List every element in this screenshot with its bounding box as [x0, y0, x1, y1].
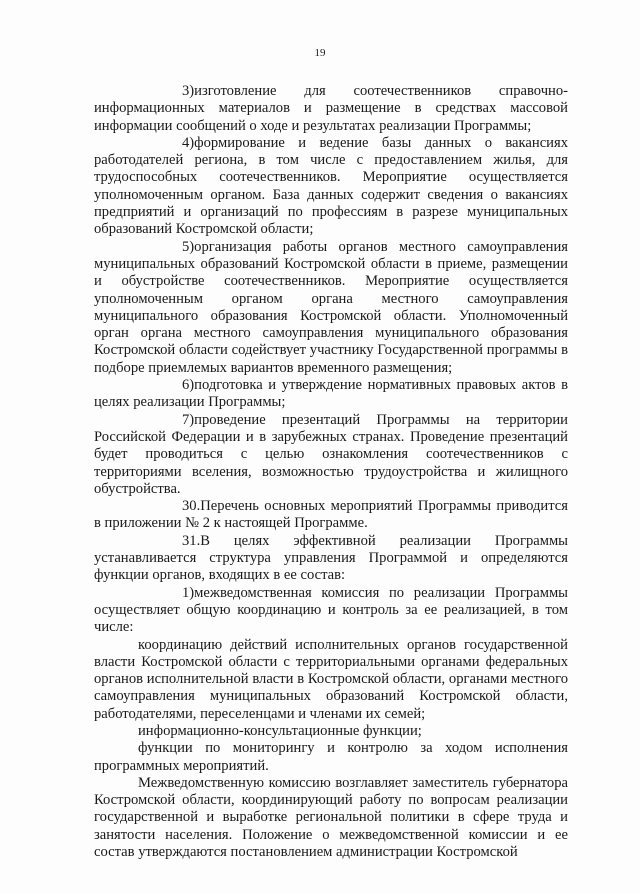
- list-item-4: [94, 135, 568, 239]
- section-31: [94, 533, 568, 585]
- item-number: 6): [182, 377, 195, 394]
- item-text: межведомственная комиссия по реализации Программы осуществляет общую координацию и контроль за ее реализацией, в том числе:: [94, 584, 568, 636]
- section-text: Перечень основных мероприятий Программы приводится в приложении № 2 к настоящей Программе.: [94, 498, 568, 532]
- item-number: 3): [182, 83, 195, 99]
- page-number: 19: [314, 47, 326, 59]
- item-number: 1): [182, 584, 195, 601]
- section-number: 30.: [182, 498, 201, 515]
- section-number: 31.: [182, 532, 201, 549]
- list-item-7: [94, 412, 568, 498]
- list-item-5: [94, 239, 568, 377]
- item-number: 5): [182, 238, 195, 255]
- item-text: изготовление для соотечественников справочно-информационных материалов и размещение в средствах массовой информации сообщений о ходе и результатах реализации Программы;: [94, 83, 568, 134]
- item-text: организация работы органов местного самоуправления муниципальных образований Костромской области в приеме, размещении и обустройстве соотечественников. Мероприятие осуществляется уполномоченным органом органа местного самоуправления муниципального образования Костромской области. Уполномоченный орган органа местного самоуправления муниципального образования Костромской области содействует участнику Государственной программы в подборе приемлемых вариантов временного размещения;: [94, 238, 568, 376]
- item-text: формирование и ведение базы данных о вакансиях работодателей региона, в том числе с предоставлением жилья, для трудоспособных соотечественников. Мероприятие осуществляется уполномоченным органом. База данных содержит сведения о вакансиях предприятий и организаций по профессиям в разрезе муниципальных образований Костромской области;: [94, 134, 568, 238]
- list-item-1: [94, 585, 568, 637]
- function-monitoring: функции по мониторингу и контролю за ходом исполнения программных мероприятий.: [94, 740, 568, 774]
- commission-head-paragraph: Межведомственную комиссию возглавляет заместитель губернатора Костромской области, координирующий работу по вопросам реализации государственной и выработке региональной политики в сфере труда и занятости населения. Положение о межведомственной комиссии и ее состав утверждаются постановлением администрации Костромской: [94, 774, 568, 861]
- item-number: 4): [182, 134, 195, 151]
- list-item-3: [94, 83, 568, 135]
- list-item-6: [94, 377, 568, 412]
- item-text: проведение презентаций Программы на территории Российской Федерации и в зарубежных странах. Проведение презентаций будет проводиться с целью ознакомления соотечественников с территориями вселения, возможностью трудоустройства и жилищного обустройства.: [94, 411, 568, 497]
- function-coordination: координацию действий исполнительных органов государственной власти Костромской области с территориальными органами федеральных органов исполнительной власти в Костромской области, органами местного самоуправления муниципальных образований Костромской области, работодателями, переселенцами и членами их семей;: [94, 636, 568, 722]
- item-text: подготовка и утверждение нормативных правовых актов в целях реализации Программы;: [94, 377, 568, 411]
- item-number: 7): [182, 411, 195, 428]
- section-30: [94, 498, 568, 533]
- section-text: В целях эффективной реализации Программы устанавливается структура управления Программой и определяются функции органов, входящих в ее состав:: [94, 532, 568, 584]
- function-information: информационно-консультационные функции;: [138, 722, 422, 739]
- document-body: [94, 83, 568, 861]
